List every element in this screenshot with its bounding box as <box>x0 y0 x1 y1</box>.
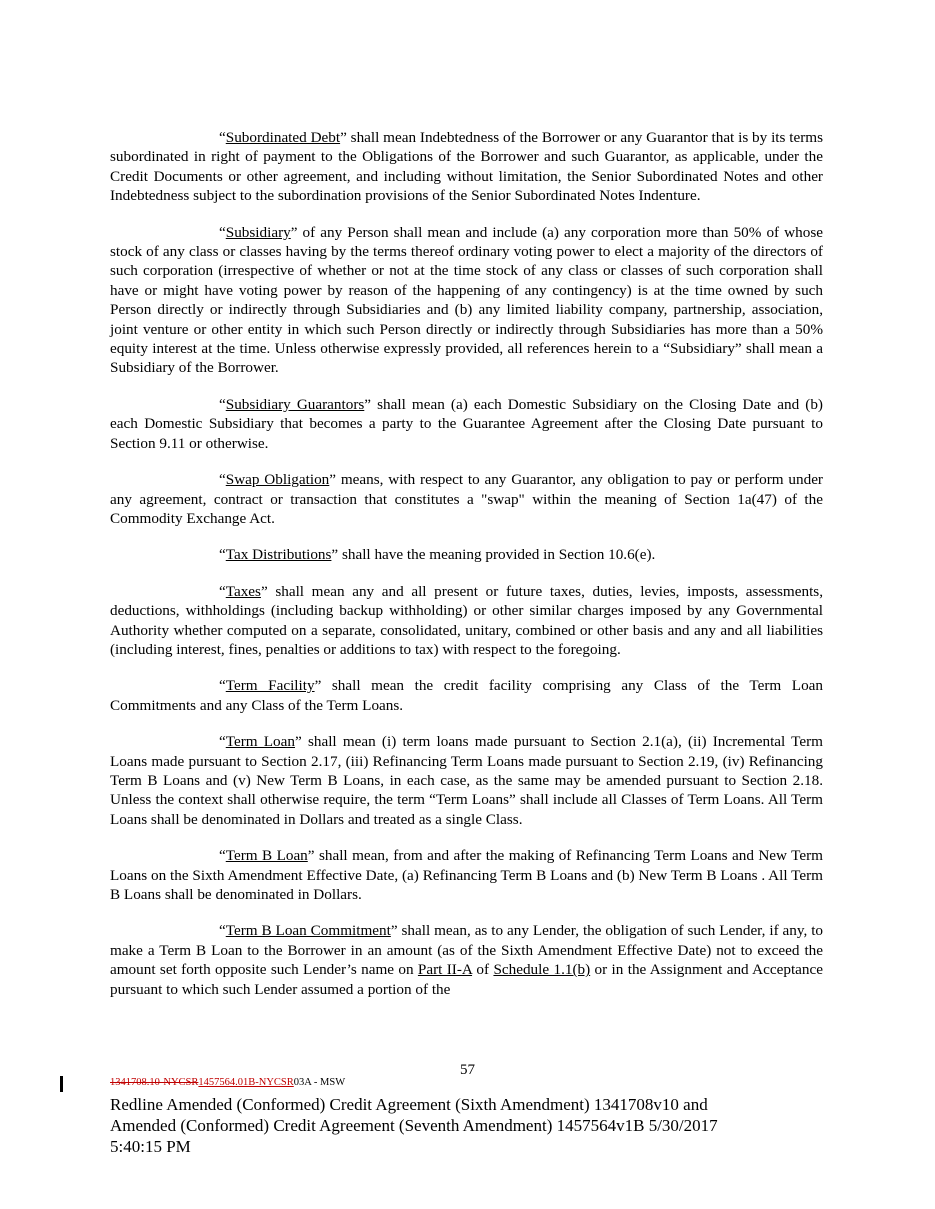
defined-term: Subordinated Debt <box>225 129 341 146</box>
document-id <box>110 1077 345 1088</box>
definition-text: shall mean the credit facility comprising any Class of the Term Loan Commitments and any Class of the Term Loans. <box>110 677 824 714</box>
definition-text: shall mean, as to any Lender, the obligation of such Lender, if any, to make a Term B Loan to the Borrower in an amount (as of the Sixth Amendment Effective Date) not to exceed the amount set forth opposite such Lender’s name on <box>110 922 824 979</box>
defined-term: Subsidiary <box>225 223 291 241</box>
defined-term: Term B Loan Commitment <box>225 922 391 940</box>
definition-text: of any Person shall mean and include (a) any corporation more than 50% of whose stock of any class or classes having by the terms thereof ordinary voting power to elect a majority of the directors of such corporation (irrespective of whether or not at the time stock of any class or classes of such corporation shall have or might have voting power by reason of the happening of any contingency) is at the time owned by such Person directly or indirectly through Subsidiaries and (b) any limited liability company, partnership, association, joint venture or other entity in which such Person directly or indirectly through Subsidiaries has more than a 50% equity interest at the time. Unless otherwise expressly provided, all references herein to a “Subsidiary” shall mean a Subsidiary of the Borrower. <box>110 223 823 377</box>
definition-paragraph: “Subsidiary” of any Person shall mean and include (a) any corporation more than 50% of whose stock of any class or classes having by the terms thereof ordinary voting power to elect a majority of the directors of such corporation (irrespective of whether or not at the time stock of any class or classes of such corporation shall have or might have voting power by reason of the happening of any contingency) is at the time owned by such Person directly or indirectly through Subsidiaries and (b) any limited liability company, partnership, association, joint venture or other entity in which such Person directly or indirectly through Subsidiaries has more than a 50% equity interest at the time. Unless otherwise expressly provided, all references herein to a “Subsidiary” shall mean a Subsidiary of the Borrower. <box>110 223 823 377</box>
definition-paragraph: “Term Facility” shall mean the credit facility comprising any Class of the Term Loan Commitments and any Class of the Term Loans. <box>110 677 824 714</box>
page-number: 57 <box>460 1062 475 1078</box>
footer-line: Redline Amended (Conformed) Credit Agreement (Sixth Amendment) 1341708v10 and <box>110 1095 708 1114</box>
redline-footer <box>110 1094 830 1157</box>
definition-paragraph: “Subsidiary Guarantors” shall mean (a) each Domestic Subsidiary on the Closing Date and (b) each Domestic Subsidiary that becomes a party to the Guarantee Agreement after the Closing Date pursuant to Section 9.11 or otherwise. <box>110 395 823 452</box>
definition-paragraph: “Term Loan” shall mean (i) term loans made pursuant to Section 2.1(a), (ii) Incremental Term Loans made pursuant to Section 2.17, (iii) Refinancing Term Loans made pursuant to Section 2.19, (iv) Refinancing Term B Loans and (v) New Term B Loans, in each case, as the same may be amended pursuant to Section 2.18. Unless the context shall otherwise require, the term “Term Loans” shall include all Classes of Term Loans. All Term Loans shall be denominated in Dollars and treated as a single Class. <box>110 733 823 828</box>
definition-paragraph: “Term B Loan Commitment” shall mean, as to any Lender, the obligation of such Lender, if any, to make a Term B Loan to the Borrower in an amount (as of the Sixth Amendment Effective Date) not to exceed the amount set forth opposite such Lender’s name on Part II-A of Schedule 1.1(b) or in the Assignment and Acceptance pursuant to which such Lender assumed a portion of the <box>110 922 824 998</box>
definition-text: means, with respect to any Guarantor, any obligation to pay or perform under any agreement, contract or transaction that constitutes a "swap" within the meaning of Section 1a(47) of the Commodity Exchange Act. <box>110 471 823 527</box>
definition-paragraph: “Subordinated Debt” shall mean Indebtedness of the Borrower or any Guarantor that is by its terms subordinated in right of payment to the Obligations of the Borrower and such Guarantor, as applicable, under the Credit Documents or other agreement, and including without limitation, the Senior Subordinated Notes and other Indebtedness subject to the subordination provisions of the Senior Subordinated Notes Indenture. <box>110 129 823 205</box>
defined-term: Term Facility <box>225 677 315 695</box>
definition-text: shall have the meaning provided in Section 10.6(e). <box>338 546 656 564</box>
definitions-body <box>110 128 823 1016</box>
definition-text: or in the Assignment and Acceptance pursuant to which such Lender assumed a portion of the <box>110 961 823 998</box>
change-bar <box>60 1076 63 1092</box>
definition-text: of <box>472 961 494 979</box>
defined-term: Term Loan <box>225 733 295 751</box>
definition-paragraph: “Tax Distributions” shall have the meaning provided in Section 10.6(e). <box>219 546 656 564</box>
definition-text: shall mean (a) each Domestic Subsidiary on the Closing Date and (b) each Domestic Subsidiary that becomes a party to the Guarantee Agreement after the Closing Date pursuant to Section 9.11 or otherwise. <box>110 395 823 452</box>
schedule-reference: Schedule 1.1(b) <box>493 961 591 979</box>
definition-text: shall mean (i) term loans made pursuant to Section 2.1(a), (ii) Incremental Term Loans made pursuant to Section 2.17, (iii) Refinancing Term Loans made pursuant to Section 2.19, (iv) Refinancing Term B Loans and (v) New Term B Loans, in each case, as the same may be amended pursuant to Section 2.18. Unless the context shall otherwise require, the term “Term Loans” shall include all Classes of Term Loans. All Term Loans shall be denominated in Dollars and treated as a single Class. <box>110 733 823 828</box>
doc-id-suffix: 03A - MSW <box>293 1077 346 1088</box>
defined-term: Tax Distributions <box>225 546 332 564</box>
definition-paragraph: “Term B Loan” shall mean, from and after the making of Refinancing Term Loans and New Term Loans on the Sixth Amendment Effective Date, (a) Refinancing Term B Loans and (b) New Term B Loans . All Term B Loans shall be denominated in Dollars. <box>110 847 823 903</box>
defined-term: Term B Loan <box>225 847 308 865</box>
definition-paragraph: “Swap Obligation” means, with respect to any Guarantor, any obligation to pay or perform under any agreement, contract or transaction that constitutes a "swap" within the meaning of Section 1a(47) of the Commodity Exchange Act. <box>110 471 823 527</box>
defined-term: Taxes <box>225 582 261 600</box>
definition-text: shall mean, from and after the making of Refinancing Term Loans and New Term Loans on the Sixth Amendment Effective Date, (a) Refinancing Term B Loans and (b) New Term B Loans . All Term B Loans shall be denominated in Dollars. <box>110 847 823 903</box>
inserted-doc-id: 1457564.01B-NYCSR <box>198 1077 294 1088</box>
definition-paragraph: “Taxes” shall mean any and all present or future taxes, duties, levies, imposts, assessments, deductions, withholdings (including backup withholding) or other similar charges imposed by any Governmental Authority whether computed on a separate, consolidated, unitary, combined or other basis and any and all liabilities (including interest, fines, penalties or additions to tax) with respect to the foregoing. <box>110 582 823 658</box>
definition-text: shall mean any and all present or future taxes, duties, levies, imposts, assessments, deductions, withholdings (including backup withholding) or other similar charges imposed by any Governmental Authority whether computed on a separate, consolidated, unitary, combined or other basis and any and all liabilities (including interest, fines, penalties or additions to tax) with respect to the foregoing. <box>110 582 823 658</box>
defined-term: Subsidiary Guarantors <box>225 395 365 413</box>
footer-line: 5:40:15 PM <box>110 1137 191 1156</box>
footer-line: Amended (Conformed) Credit Agreement (Seventh Amendment) 1457564v1B 5/30/2017 <box>110 1116 718 1135</box>
part-reference: Part II-A <box>417 961 473 979</box>
defined-term: Swap Obligation <box>225 471 330 489</box>
deleted-doc-id: 1341708.10-NYCSR <box>110 1077 199 1088</box>
definition-text: shall mean Indebtedness of the Borrower or any Guarantor that is by its terms subordinated in right of payment to the Obligations of the Borrower and such Guarantor, as applicable, under the Credit Documents or other agreement, and including without limitation, the Senior Subordinated Notes and other Indebtedness subject to the subordination provisions of the Senior Subordinated Notes Indenture. <box>110 129 823 205</box>
